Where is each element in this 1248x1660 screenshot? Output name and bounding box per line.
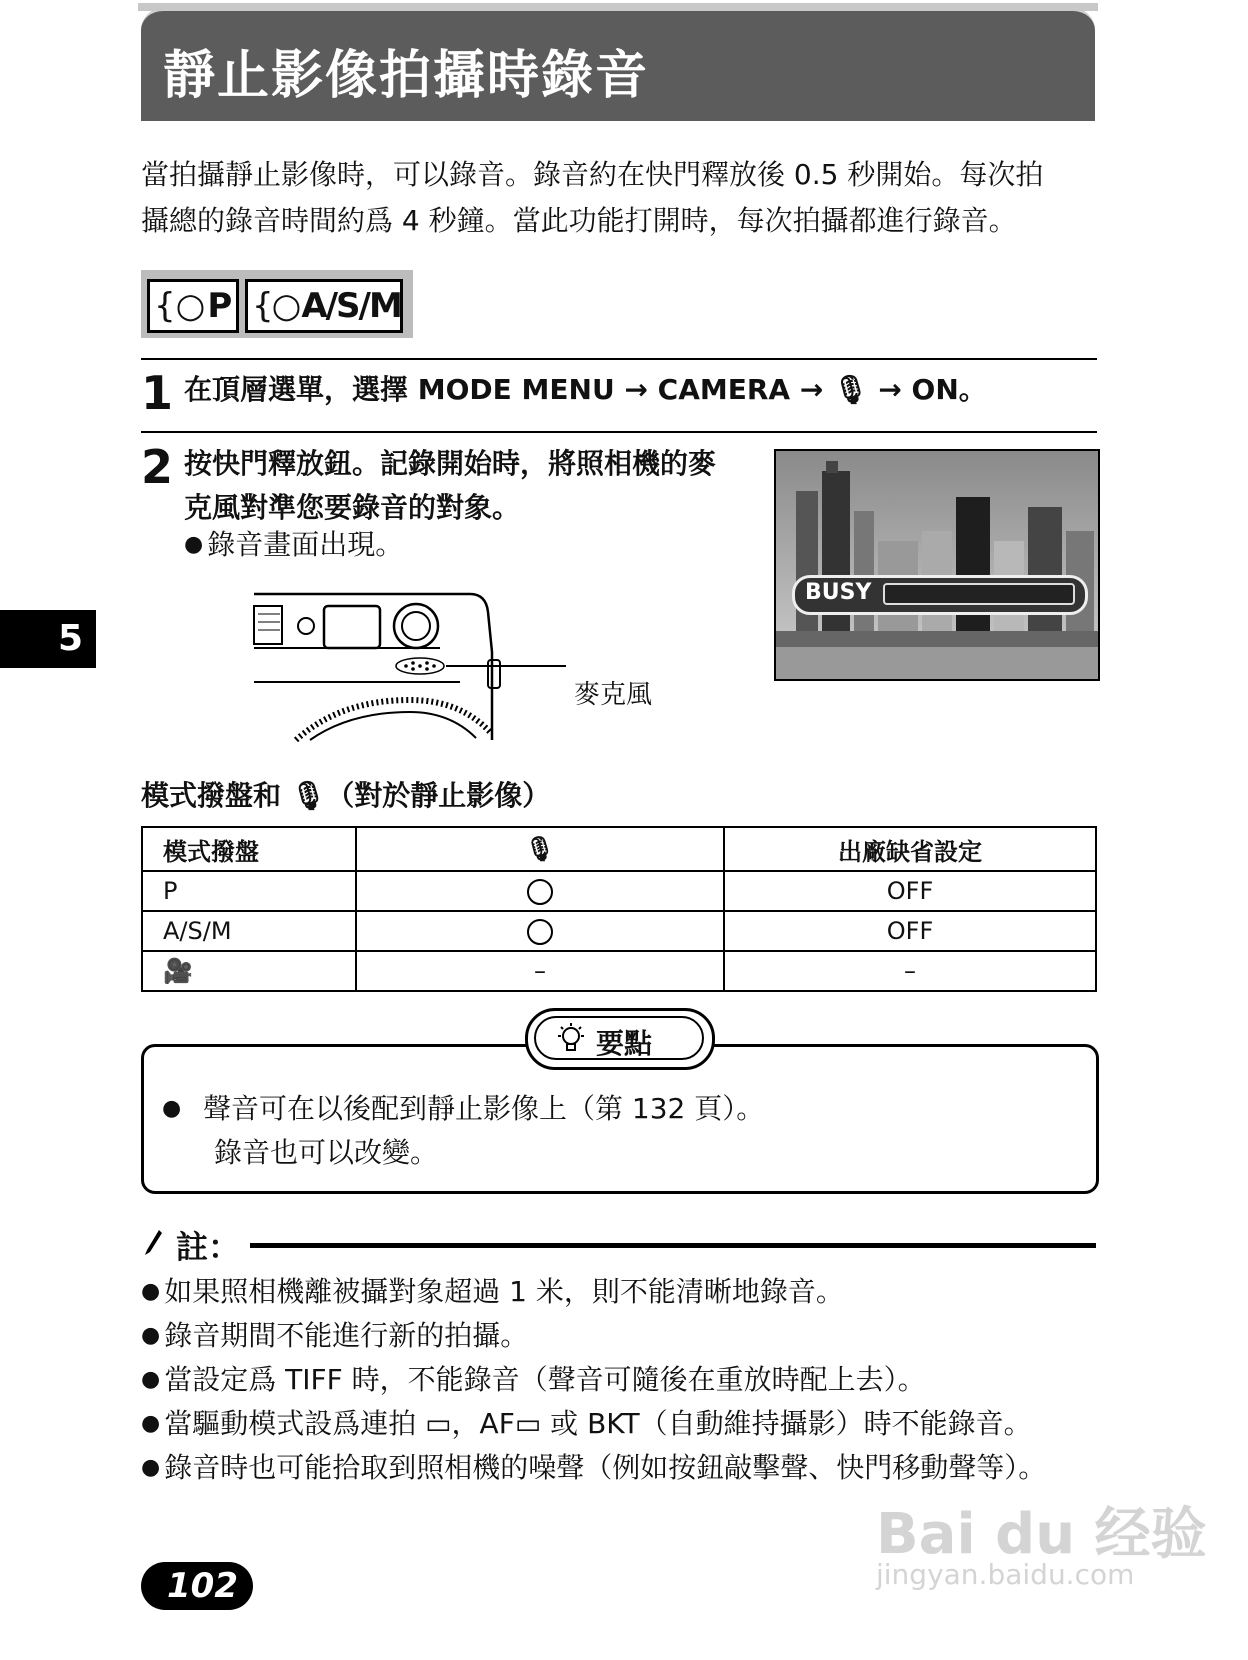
step2-rule (141, 431, 1097, 433)
note-text: 錄音期間不能進行新的拍攝。 (164, 1319, 529, 1352)
step1-text: 在頂層選單，選擇 MODE MENU → CAMERA → 🎙 → ON。 (184, 373, 987, 406)
step2-bullet-text: 錄音畫面出現。 (207, 528, 404, 561)
page-title: 靜止影像拍攝時錄音 (163, 46, 650, 106)
table-row (142, 951, 1096, 991)
header-mode-dial: 模式撥盤 (142, 827, 356, 871)
step2-bullet (184, 522, 403, 568)
bullet-icon: ● (141, 1323, 161, 1348)
step2-line-2: 克風對準您要錄音的對象。 (184, 491, 521, 524)
row-movie-default: – (724, 951, 1096, 991)
note-item (141, 1314, 528, 1354)
note-item (141, 1358, 926, 1398)
mode-badge-p-label: P (207, 286, 233, 326)
page-number-pill (141, 1562, 253, 1610)
bullet-icon: ● (141, 1367, 161, 1392)
mode-badge-p: {○P (147, 279, 239, 333)
pencil-icon (141, 1228, 163, 1256)
intro-line-2: 攝總的錄音時間約爲 4 秒鐘。當此功能打開時，每次拍攝都進行錄音。 (141, 204, 1017, 237)
row-asm-mode: A/S/M (142, 911, 356, 951)
note-item (141, 1270, 844, 1310)
table-row (142, 911, 1096, 951)
bullet-icon: ● (141, 1279, 161, 1304)
busy-indicator (792, 575, 1088, 615)
busy-label: BUSY (805, 580, 872, 605)
row-p-mic (356, 871, 724, 911)
point-line-1: 聲音可在以後配到靜止影像上（第 132 頁）。 (203, 1092, 765, 1125)
point-label: 要點 (596, 1027, 653, 1060)
note-text: 錄音時也可能拾取到照相機的噪聲（例如按鈕敲擊聲、快門移動聲等）。 (164, 1451, 1047, 1484)
notes-rule (250, 1243, 1096, 1248)
lightbulb-icon (554, 1022, 588, 1054)
table-caption: 模式撥盤和 🎙（對於靜止影像） (141, 779, 551, 812)
note-text: 當驅動模式設爲連拍 ▭，AF▭ 或 BKT（自動維持攝影）時不能錄音。 (164, 1407, 1032, 1440)
point-tab-inner (534, 1016, 704, 1060)
bullet-icon: ● (162, 1096, 182, 1121)
header-mic: 🎙 (356, 827, 724, 871)
watermark-url: jingyan.baidu.com (876, 1558, 1135, 1591)
bullet-icon: ● (184, 532, 204, 557)
intro-line-1: 當拍攝靜止影像時，可以錄音。錄音約在快門釋放後 0.5 秒開始。每次拍 (141, 158, 1044, 191)
title-bar (141, 8, 1095, 121)
step2-number: 2 (141, 440, 174, 494)
row-movie-mic: – (356, 951, 724, 991)
intro-text (141, 152, 1101, 244)
available-circle-icon (527, 879, 553, 905)
city-skyline-image (776, 451, 1098, 679)
table-header-row (142, 827, 1096, 871)
note-text: 當設定爲 TIFF 時，不能錄音（聲音可隨後在重放時配上去）。 (164, 1363, 926, 1396)
chapter-number: 5 (58, 618, 84, 659)
row-movie-mode: 🎥 (142, 951, 356, 991)
lcd-screen (774, 449, 1100, 681)
mode-badge-asm: {○A/S/M (245, 279, 403, 333)
chapter-tab (0, 610, 96, 668)
row-asm-default: OFF (724, 911, 1096, 951)
step2-line-1: 按快門釋放鈕。記錄開始時，將照相機的麥 (184, 447, 717, 480)
notes-heading: 註： (176, 1228, 241, 1266)
header-factory-default: 出廠缺省設定 (724, 827, 1096, 871)
table-row (142, 871, 1096, 911)
row-p-mode: P (142, 871, 356, 911)
page-number: 102 (167, 1566, 238, 1606)
note-item (141, 1446, 1046, 1486)
row-asm-mic (356, 911, 724, 951)
point-tab (525, 1008, 715, 1070)
mode-dial-table (141, 826, 1097, 992)
bullet-icon: ● (141, 1455, 161, 1480)
row-p-default: OFF (724, 871, 1096, 911)
watermark-logo: Bai du 经验 (876, 1502, 1207, 1567)
available-circle-icon (527, 919, 553, 945)
camera-mic-diagram (250, 592, 670, 742)
microphone-grille-icon (396, 658, 444, 674)
bullet-icon: ● (141, 1411, 161, 1436)
mode-badges (141, 270, 413, 338)
step1-rule (141, 358, 1097, 360)
point-line-2: 錄音也可以改變。 (214, 1136, 439, 1169)
note-text: 如果照相機離被攝對象超過 1 米，則不能清晰地錄音。 (164, 1275, 844, 1308)
step1-number: 1 (141, 366, 174, 420)
point-text (162, 1087, 764, 1175)
mode-badge-asm-label: A/S/M (301, 286, 401, 326)
note-item (141, 1402, 1032, 1442)
step2-text (184, 442, 716, 530)
mic-label: 麥克風 (574, 680, 653, 710)
busy-progress-track (883, 583, 1075, 605)
